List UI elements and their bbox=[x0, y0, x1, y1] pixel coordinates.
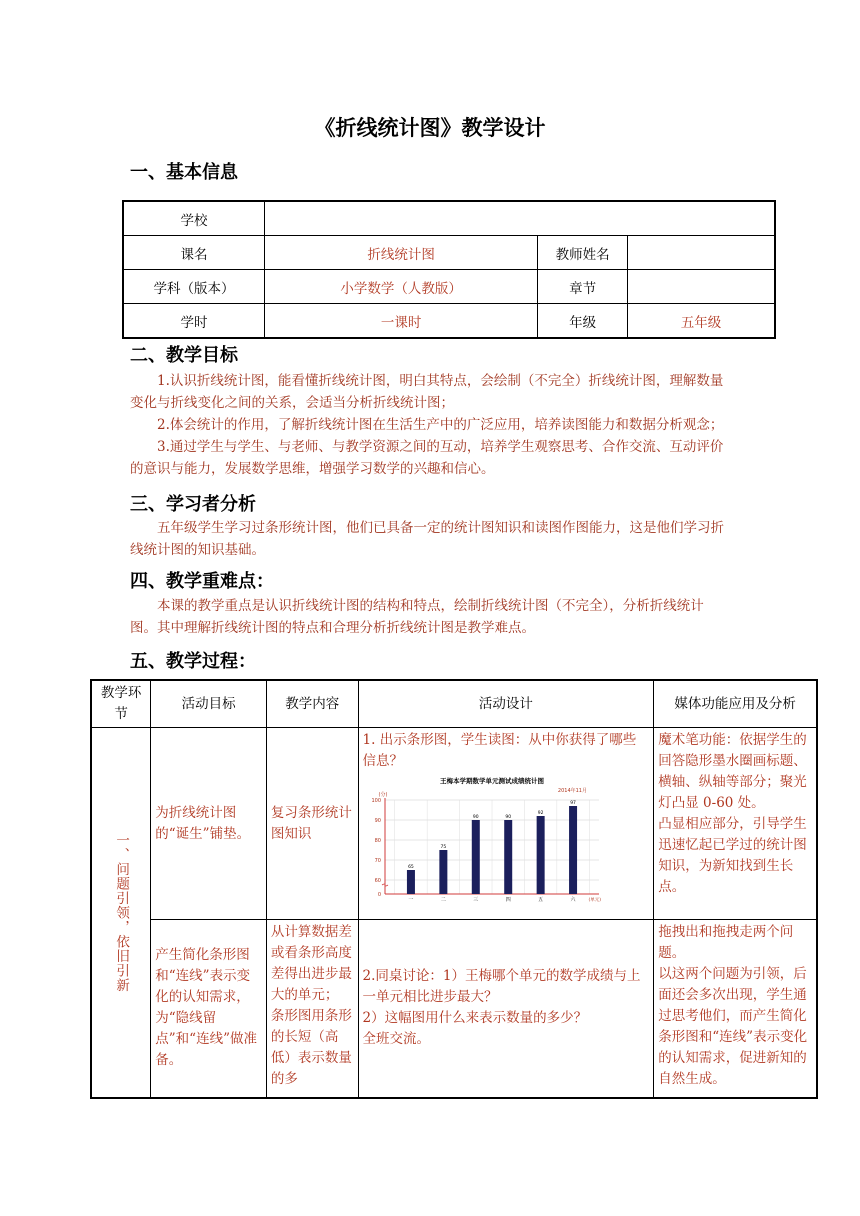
label-teacher: 教师姓名 bbox=[538, 236, 628, 270]
goal-item: 1.认识折线统计图，能看懂折线统计图，明白其特点，会绘制（不完全）折线统计图，理解数量变化与折线变化之间的关系，会适当分析折线统计图； bbox=[130, 373, 724, 411]
row2-design: 2.同桌讨论：1）王梅哪个单元的数学成绩与上一单元相比进步最大？ 2）这幅图用什么来表示数量的多少？ 全班交流。 bbox=[358, 920, 654, 1098]
bar bbox=[406, 870, 414, 894]
table-row bbox=[123, 201, 775, 236]
y-tick-label: 80 bbox=[374, 838, 381, 844]
bar bbox=[471, 820, 479, 894]
y-axis-label: (分) bbox=[378, 792, 387, 798]
axis-break-marker bbox=[382, 884, 388, 886]
table-row bbox=[123, 236, 775, 270]
row1-design: 1. 出示条形图，学生读图：从中你获得了哪些信息？ bbox=[362, 732, 637, 769]
keypoints-block bbox=[130, 595, 730, 639]
goal-item: 2.体会统计的作用，了解折线统计图在生活生产中的广泛应用，培养读图能力和数据分析观念； bbox=[157, 417, 724, 433]
row2-content: 从计算数据差或看条形高度差得出进步最大的单元； 条形图用条形的长短（高低）表示数量的多 bbox=[266, 920, 358, 1098]
y-tick-label: 60 bbox=[374, 878, 381, 884]
label-school: 学校 bbox=[123, 201, 265, 236]
x-tick-label: 六 bbox=[570, 897, 576, 903]
value-subject: 小学数学（人教版） bbox=[265, 270, 538, 304]
value-school bbox=[265, 201, 775, 236]
x-tick-label: 四 bbox=[505, 897, 511, 903]
bar bbox=[569, 806, 577, 894]
bar bbox=[536, 816, 544, 894]
value-grade: 五年级 bbox=[627, 304, 775, 339]
col-header: 媒体功能应用及分析 bbox=[654, 680, 817, 728]
value-chapter bbox=[627, 270, 775, 304]
goals-block bbox=[130, 370, 730, 480]
bar-chart bbox=[363, 774, 609, 904]
row2-goal: 产生简化条形图和“连线”表示变化的认知需求，为“隐线留点”和“连线”做准备。 bbox=[151, 920, 267, 1098]
y-tick-label: 100 bbox=[371, 798, 381, 804]
row1-goal: 为折线统计图的“诞生”铺垫。 bbox=[151, 728, 267, 920]
label-chapter: 章节 bbox=[538, 270, 628, 304]
table-row bbox=[123, 304, 775, 339]
chart-date-note: 2014年11月 bbox=[557, 788, 587, 794]
x-tick-label: 三 bbox=[472, 897, 478, 903]
label-course: 课名 bbox=[123, 236, 265, 270]
value-teacher bbox=[627, 236, 775, 270]
label-grade: 年级 bbox=[538, 304, 628, 339]
col-header: 教学内容 bbox=[266, 680, 358, 728]
bar-value-label: 75 bbox=[440, 845, 446, 850]
table-row bbox=[123, 270, 775, 304]
page-title: 《折线统计图》教学设计 bbox=[314, 116, 546, 140]
table-row bbox=[91, 728, 817, 920]
stage-label: 一、问题引领，依旧引新 bbox=[113, 832, 130, 992]
row1-design-cell bbox=[358, 728, 654, 920]
learner-text: 五年级学生学习过条形统计图，他们已具备一定的统计图知识和读图作图能力，这是他们学习折线统计图的知识基础。 bbox=[130, 520, 724, 558]
bar bbox=[439, 850, 447, 894]
section-heading-process: 五、教学过程： bbox=[130, 651, 256, 672]
row2-media: 拖拽出和拖拽走两个问题。 以这两个问题为引领，后面还会多次出现，学生通过思考他们，而产生简化条形图和“连线”表示变化的认知需求，促进新知的自然生成。 bbox=[654, 920, 817, 1098]
bar-value-label: 90 bbox=[472, 815, 479, 820]
value-hours: 一课时 bbox=[265, 304, 538, 339]
row1-content: 复习条形统计图知识 bbox=[266, 728, 358, 920]
y-tick-label: 70 bbox=[374, 858, 381, 864]
goal-item: 3.通过学生与学生、与老师、与教学资源之间的互动，培养学生观察思考、合作交流、互动评价的意识与能力，发展数学思维，增强学习数学的兴趣和信心。 bbox=[130, 439, 724, 477]
bar-value-label: 97 bbox=[569, 801, 576, 806]
y-tick-label: 0 bbox=[377, 892, 381, 898]
bar bbox=[504, 820, 512, 894]
x-tick-label: 一 bbox=[407, 897, 413, 903]
bar-value-label: 90 bbox=[504, 815, 511, 820]
bar-value-label: 65 bbox=[407, 865, 414, 870]
stage-cell bbox=[91, 728, 151, 1098]
table-row bbox=[91, 920, 817, 1098]
x-tick-label: 五 bbox=[537, 897, 543, 903]
basic-info-table bbox=[122, 200, 776, 339]
table-header-row bbox=[91, 680, 817, 728]
label-hours: 学时 bbox=[123, 304, 265, 339]
chart-title: 王梅本学期数学单元测试成绩统计图 bbox=[439, 777, 544, 785]
col-header: 教学环节 bbox=[91, 680, 151, 728]
row1-media: 魔术笔功能：依据学生的回答隐形墨水圈画标题、横轴、纵轴等部分；聚光灯凸显 0-60 处。 凸显相应部分，引导学生迅速忆起已学过的统计图知识，为新知找到生长点。 bbox=[654, 728, 817, 920]
section-heading-keypoints: 四、教学重难点： bbox=[130, 571, 274, 592]
section-heading-learner: 三、学习者分析 bbox=[130, 494, 256, 515]
process-table bbox=[90, 679, 818, 1099]
keypoints-text: 本课的教学重点是认识折线统计图的结构和特点，绘制折线统计图（不完全），分析折线统计图。其中理解折线统计图的特点和合理分析折线统计图是教学难点。 bbox=[130, 598, 704, 636]
col-header: 活动目标 bbox=[151, 680, 267, 728]
value-course: 折线统计图 bbox=[265, 236, 538, 270]
x-axis-label: (单元) bbox=[588, 898, 601, 903]
learner-block bbox=[130, 517, 730, 561]
section-heading-goals: 二、教学目标 bbox=[130, 345, 238, 366]
section-heading-basic-info: 一、基本信息 bbox=[130, 162, 238, 183]
y-tick-label: 90 bbox=[374, 818, 381, 824]
label-subject: 学科（版本） bbox=[123, 270, 265, 304]
x-tick-label: 二 bbox=[440, 897, 446, 903]
col-header: 活动设计 bbox=[358, 680, 654, 728]
bar-value-label: 92 bbox=[537, 811, 544, 816]
